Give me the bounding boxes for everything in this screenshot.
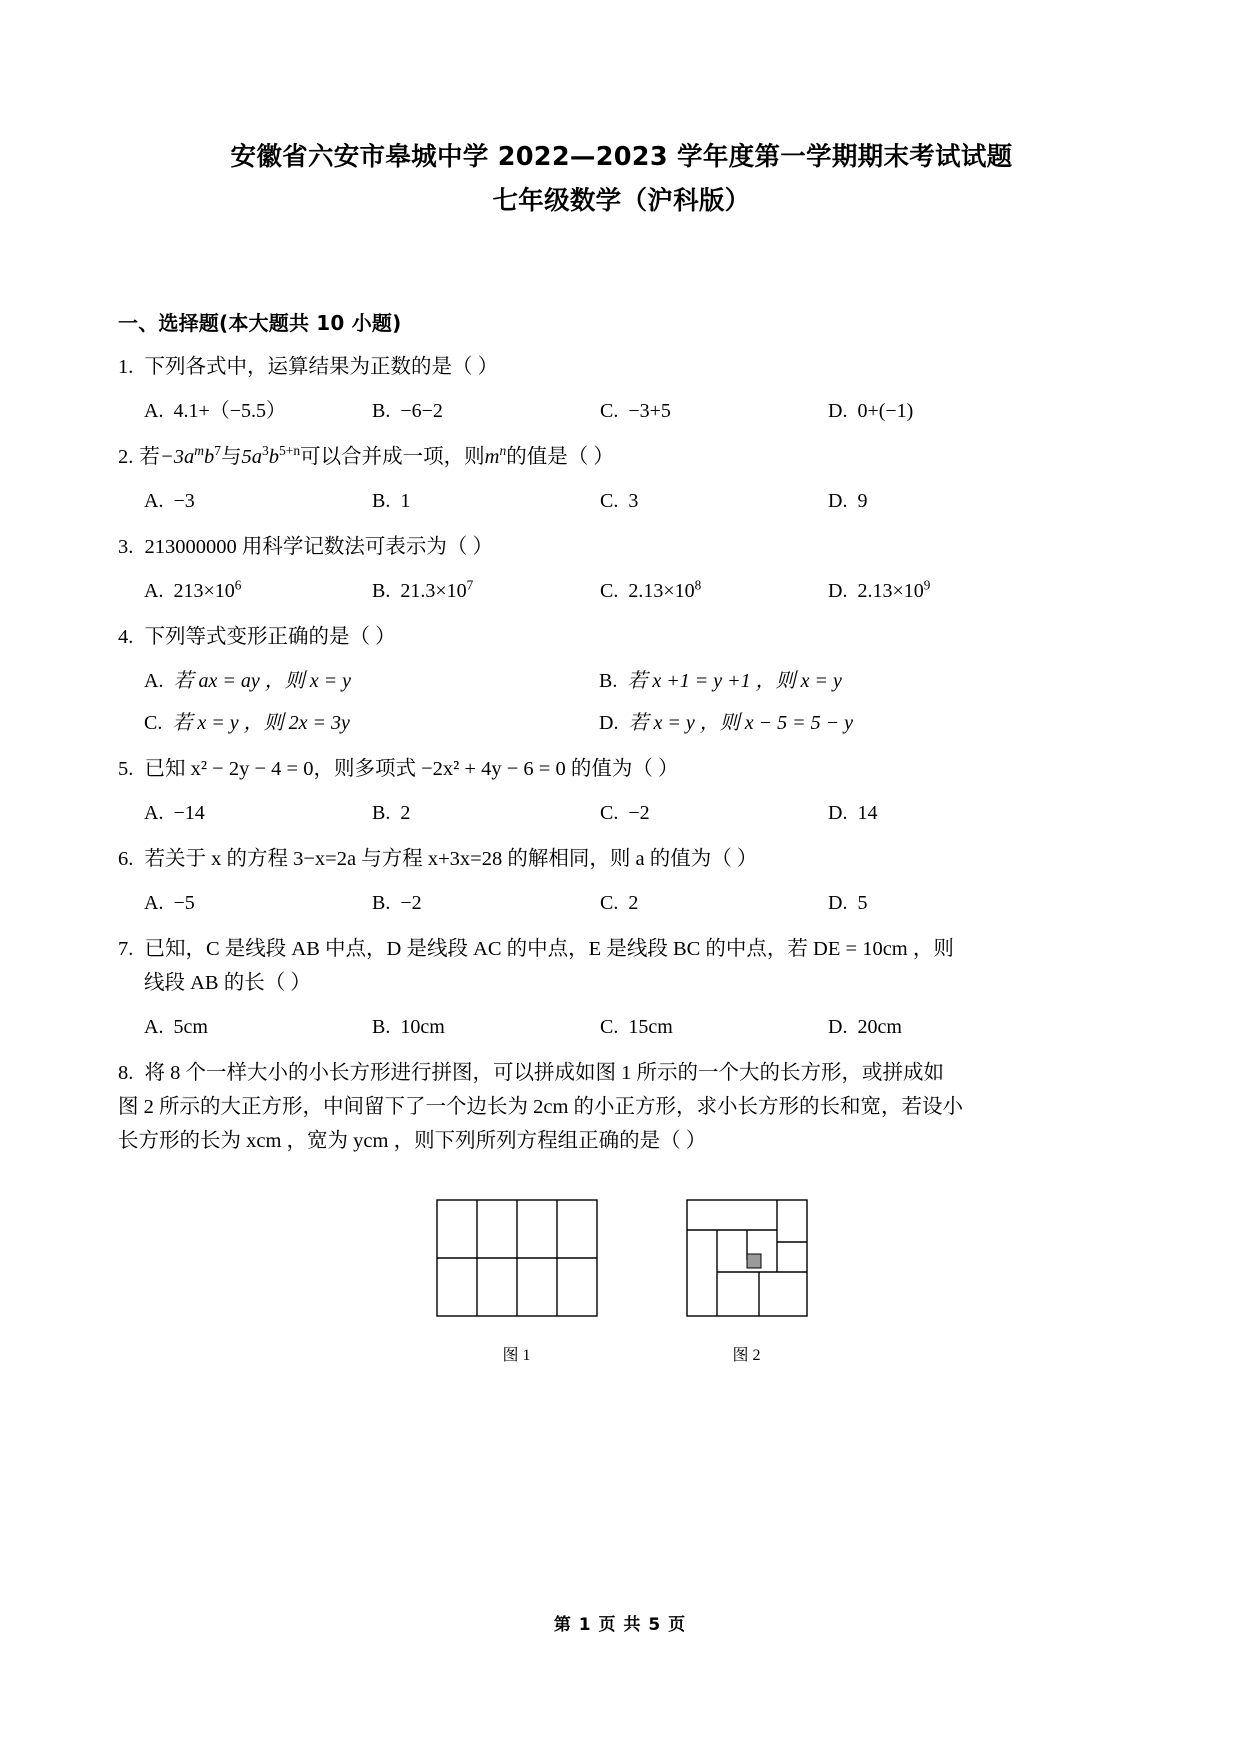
option-c-label: C. [600, 490, 619, 512]
option-a-text: 5cm [173, 1016, 208, 1038]
option-b[interactable] [372, 576, 600, 606]
option-b-text: 10cm [400, 1016, 445, 1038]
option-d-text: 2.13×10 [857, 580, 924, 602]
option-b-label: B. [372, 892, 391, 914]
option-d-label: D. [828, 1016, 848, 1038]
question-2-expr1-bsup: 7 [214, 443, 221, 459]
option-d-label: D. [599, 712, 619, 734]
option-c-text: 2 [628, 892, 639, 914]
option-a-label: A. [144, 580, 164, 602]
question-8-text-line1 [118, 1056, 1125, 1090]
figure-2 [685, 1198, 809, 1373]
question-6 [118, 842, 1125, 918]
question-7-body-2: 线段 AB 的长（ ） [144, 972, 311, 994]
option-d[interactable] [828, 486, 1056, 516]
option-a[interactable] [144, 798, 372, 828]
question-2-expr2-b: b [268, 446, 280, 468]
option-d-label: D. [828, 892, 848, 914]
section-heading-choice: 一、选择题(本大题共 10 小题) [118, 311, 402, 335]
option-d[interactable] [828, 396, 1056, 426]
option-b-label: B. [599, 670, 618, 692]
question-2-number: 2. [118, 446, 134, 468]
option-a-text: −14 [173, 802, 205, 824]
question-8-body-1: 将 8 个一样大小的小长方形进行拼图，可以拼成如图 1 所示的一个大的长方形，或拼成如 [144, 1062, 944, 1084]
option-d-text: 5 [857, 892, 868, 914]
option-a-label: A. [144, 490, 164, 512]
option-a-text: −5 [173, 892, 195, 914]
question-6-number: 6. [118, 848, 134, 870]
question-8-text-line2 [118, 1090, 1125, 1124]
question-3-body: 213000000 用科学记数法可表示为（ ） [144, 536, 493, 558]
option-c-text: 15cm [628, 1016, 673, 1038]
option-d-text: 9 [857, 490, 868, 512]
question-2-expr1: −3a [159, 446, 195, 468]
option-b-text: 21.3×10 [400, 580, 467, 602]
question-3-number: 3. [118, 536, 134, 558]
figure-1-caption: 图 1 [502, 1347, 531, 1364]
question-5-body: 已知 x² − 2y − 4 = 0，则多项式 −2x² + 4y − 6 = 0 的值为（ ） [144, 758, 679, 780]
question-2-post: 可以合并成一项，则 [300, 446, 485, 468]
option-b-label: B. [372, 1016, 391, 1038]
option-d[interactable] [828, 888, 1056, 918]
question-8-text-line3 [118, 1124, 1125, 1158]
option-b[interactable] [372, 396, 600, 426]
option-c-label: C. [600, 580, 619, 602]
option-d[interactable] [828, 576, 1056, 606]
question-3-text [118, 530, 1125, 564]
option-a[interactable] [144, 1012, 372, 1042]
question-1-text [118, 350, 1125, 384]
page-footer: 第 1 页 共 5 页 [553, 1615, 687, 1635]
inner-square-shaded [747, 1254, 761, 1268]
option-b-text: 2 [400, 802, 411, 824]
question-2-expr3: m [484, 446, 500, 468]
question-4-text [118, 620, 1125, 654]
question-2-mid: 与 [221, 446, 242, 468]
option-a-label: A. [144, 670, 164, 692]
option-a-text: −3 [173, 490, 195, 512]
option-b-text: 若 x +1 = y +1 ，则 x = y [627, 670, 842, 692]
option-d-text: 0+(−1) [857, 400, 914, 422]
option-c[interactable] [600, 1012, 828, 1042]
option-a-label: A. [144, 400, 164, 422]
question-5 [118, 752, 1125, 828]
option-b-sup: 7 [466, 577, 474, 593]
option-d-text: 若 x = y ，则 x − 5 = 5 − y [628, 712, 853, 734]
option-a[interactable] [144, 486, 372, 516]
option-c[interactable] [600, 888, 828, 918]
question-7-text-line1 [118, 932, 1125, 966]
option-c-text: 3 [628, 490, 639, 512]
option-b[interactable] [372, 1012, 600, 1042]
question-2-expr1-sup: m [194, 443, 204, 459]
option-d-label: D. [828, 802, 848, 824]
option-a[interactable] [144, 666, 599, 696]
option-c-text: 2.13×10 [628, 580, 695, 602]
question-1-body: 下列各式中，运算结果为正数的是（ ） [144, 356, 499, 378]
option-d[interactable] [828, 1012, 1056, 1042]
option-c[interactable] [600, 486, 828, 516]
question-3-options [118, 576, 1125, 606]
question-7-options [118, 1012, 1125, 1042]
option-c-label: C. [600, 400, 619, 422]
question-5-options [118, 798, 1125, 828]
option-b-text: −6−2 [400, 400, 443, 422]
option-b-label: B. [372, 802, 391, 824]
question-4 [118, 620, 1125, 738]
option-b[interactable] [599, 666, 1054, 696]
question-7-text-line2 [118, 966, 1125, 1000]
option-a[interactable] [144, 396, 372, 426]
question-8 [118, 1056, 1125, 1373]
option-d-sup: 9 [923, 577, 931, 593]
option-a-text: 若 ax = ay ，则 x = y [173, 670, 351, 692]
figure-1 [435, 1198, 599, 1373]
question-4-options-row1 [118, 666, 1125, 696]
option-b[interactable] [372, 888, 600, 918]
option-b[interactable] [372, 486, 600, 516]
question-7-number: 7. [118, 938, 134, 960]
option-b-label: B. [372, 490, 391, 512]
question-7-body-1: 已知，C 是线段 AB 中点，D 是线段 AC 的中点，E 是线段 BC 的中点，若 DE = 10cm ，则 [144, 938, 954, 960]
option-a-label: A. [144, 1016, 164, 1038]
question-2-options [118, 486, 1125, 516]
option-c[interactable] [600, 396, 828, 426]
question-8-body-3: 长方形的长为 xcm ，宽为 ycm ，则下列所列方程组正确的是（ ） [118, 1130, 707, 1152]
option-d-text: 14 [857, 802, 878, 824]
option-c-text: 若 x = y ，则 2x = 3y [172, 712, 350, 734]
option-c-label: C. [600, 892, 619, 914]
option-d-label: D. [828, 400, 848, 422]
question-8-figures [118, 1198, 1125, 1373]
question-4-body: 下列等式变形正确的是（ ） [144, 626, 396, 648]
option-c-label: C. [600, 802, 619, 824]
question-1-number: 1. [118, 356, 134, 378]
option-d[interactable] [828, 798, 1056, 828]
option-c[interactable] [600, 576, 828, 606]
option-c-label: C. [600, 1016, 619, 1038]
question-2 [118, 440, 1125, 516]
option-c-text: −3+5 [628, 400, 671, 422]
figure-2-caption: 图 2 [732, 1347, 761, 1364]
question-2-expr2: 5a [241, 446, 262, 468]
title-line-2: 七年级数学（沪科版） [492, 186, 751, 216]
option-a[interactable] [144, 576, 372, 606]
option-d-label: D. [828, 490, 848, 512]
question-8-body-2: 图 2 所示的大正方形，中间留下了一个边长为 2cm 的小正方形，求小长方形的长和宽，若设小 [118, 1096, 964, 1118]
option-d-label: D. [828, 580, 848, 602]
option-b-text: 1 [400, 490, 411, 512]
question-5-text [118, 752, 1125, 786]
option-b-label: B. [372, 400, 391, 422]
option-a-label: A. [144, 802, 164, 824]
option-d-text: 20cm [857, 1016, 902, 1038]
option-a-text: 4.1+（−5.5） [173, 400, 287, 422]
figure-1-diagram [435, 1198, 599, 1318]
option-a-sup: 6 [234, 577, 242, 593]
option-b-label: B. [372, 580, 391, 602]
question-4-options-row2 [118, 708, 1125, 738]
question-2-pre: 若 [139, 446, 160, 468]
question-6-body: 若关于 x 的方程 3−x=2a 与方程 x+3x=28 的解相同，则 a 的值为（ ） [144, 848, 758, 870]
option-a-label: A. [144, 892, 164, 914]
option-b[interactable] [372, 798, 600, 828]
option-c[interactable] [600, 798, 828, 828]
option-a-text: 213×10 [173, 580, 235, 602]
question-3 [118, 530, 1125, 606]
question-5-number: 5. [118, 758, 134, 780]
question-7 [118, 932, 1125, 1042]
figure-2-diagram [685, 1198, 809, 1318]
page-title [118, 135, 1125, 223]
option-c[interactable] [144, 708, 599, 738]
option-c-text: −2 [628, 802, 650, 824]
question-2-end: 的值是（ ） [506, 446, 614, 468]
option-c-sup: 8 [694, 577, 702, 593]
option-b-text: −2 [400, 892, 422, 914]
question-6-options [118, 888, 1125, 918]
question-2-expr1-b: b [203, 446, 215, 468]
question-2-expr2-sup: 3 [262, 443, 269, 459]
option-d[interactable] [599, 708, 1054, 738]
question-1-options [118, 396, 1125, 426]
question-1 [118, 350, 1125, 426]
question-6-text [118, 842, 1125, 876]
question-8-number: 8. [118, 1062, 134, 1084]
question-2-expr2-bsup: 5+n [279, 443, 301, 459]
option-c-label: C. [144, 712, 163, 734]
question-4-number: 4. [118, 626, 134, 648]
title-line-1: 安徽省六安市皋城中学 2022—2023 学年度第一学期期末考试试题 [230, 142, 1013, 172]
question-2-text [118, 440, 1125, 474]
question-2-expr3-sup: n [499, 443, 507, 459]
option-a[interactable] [144, 888, 372, 918]
